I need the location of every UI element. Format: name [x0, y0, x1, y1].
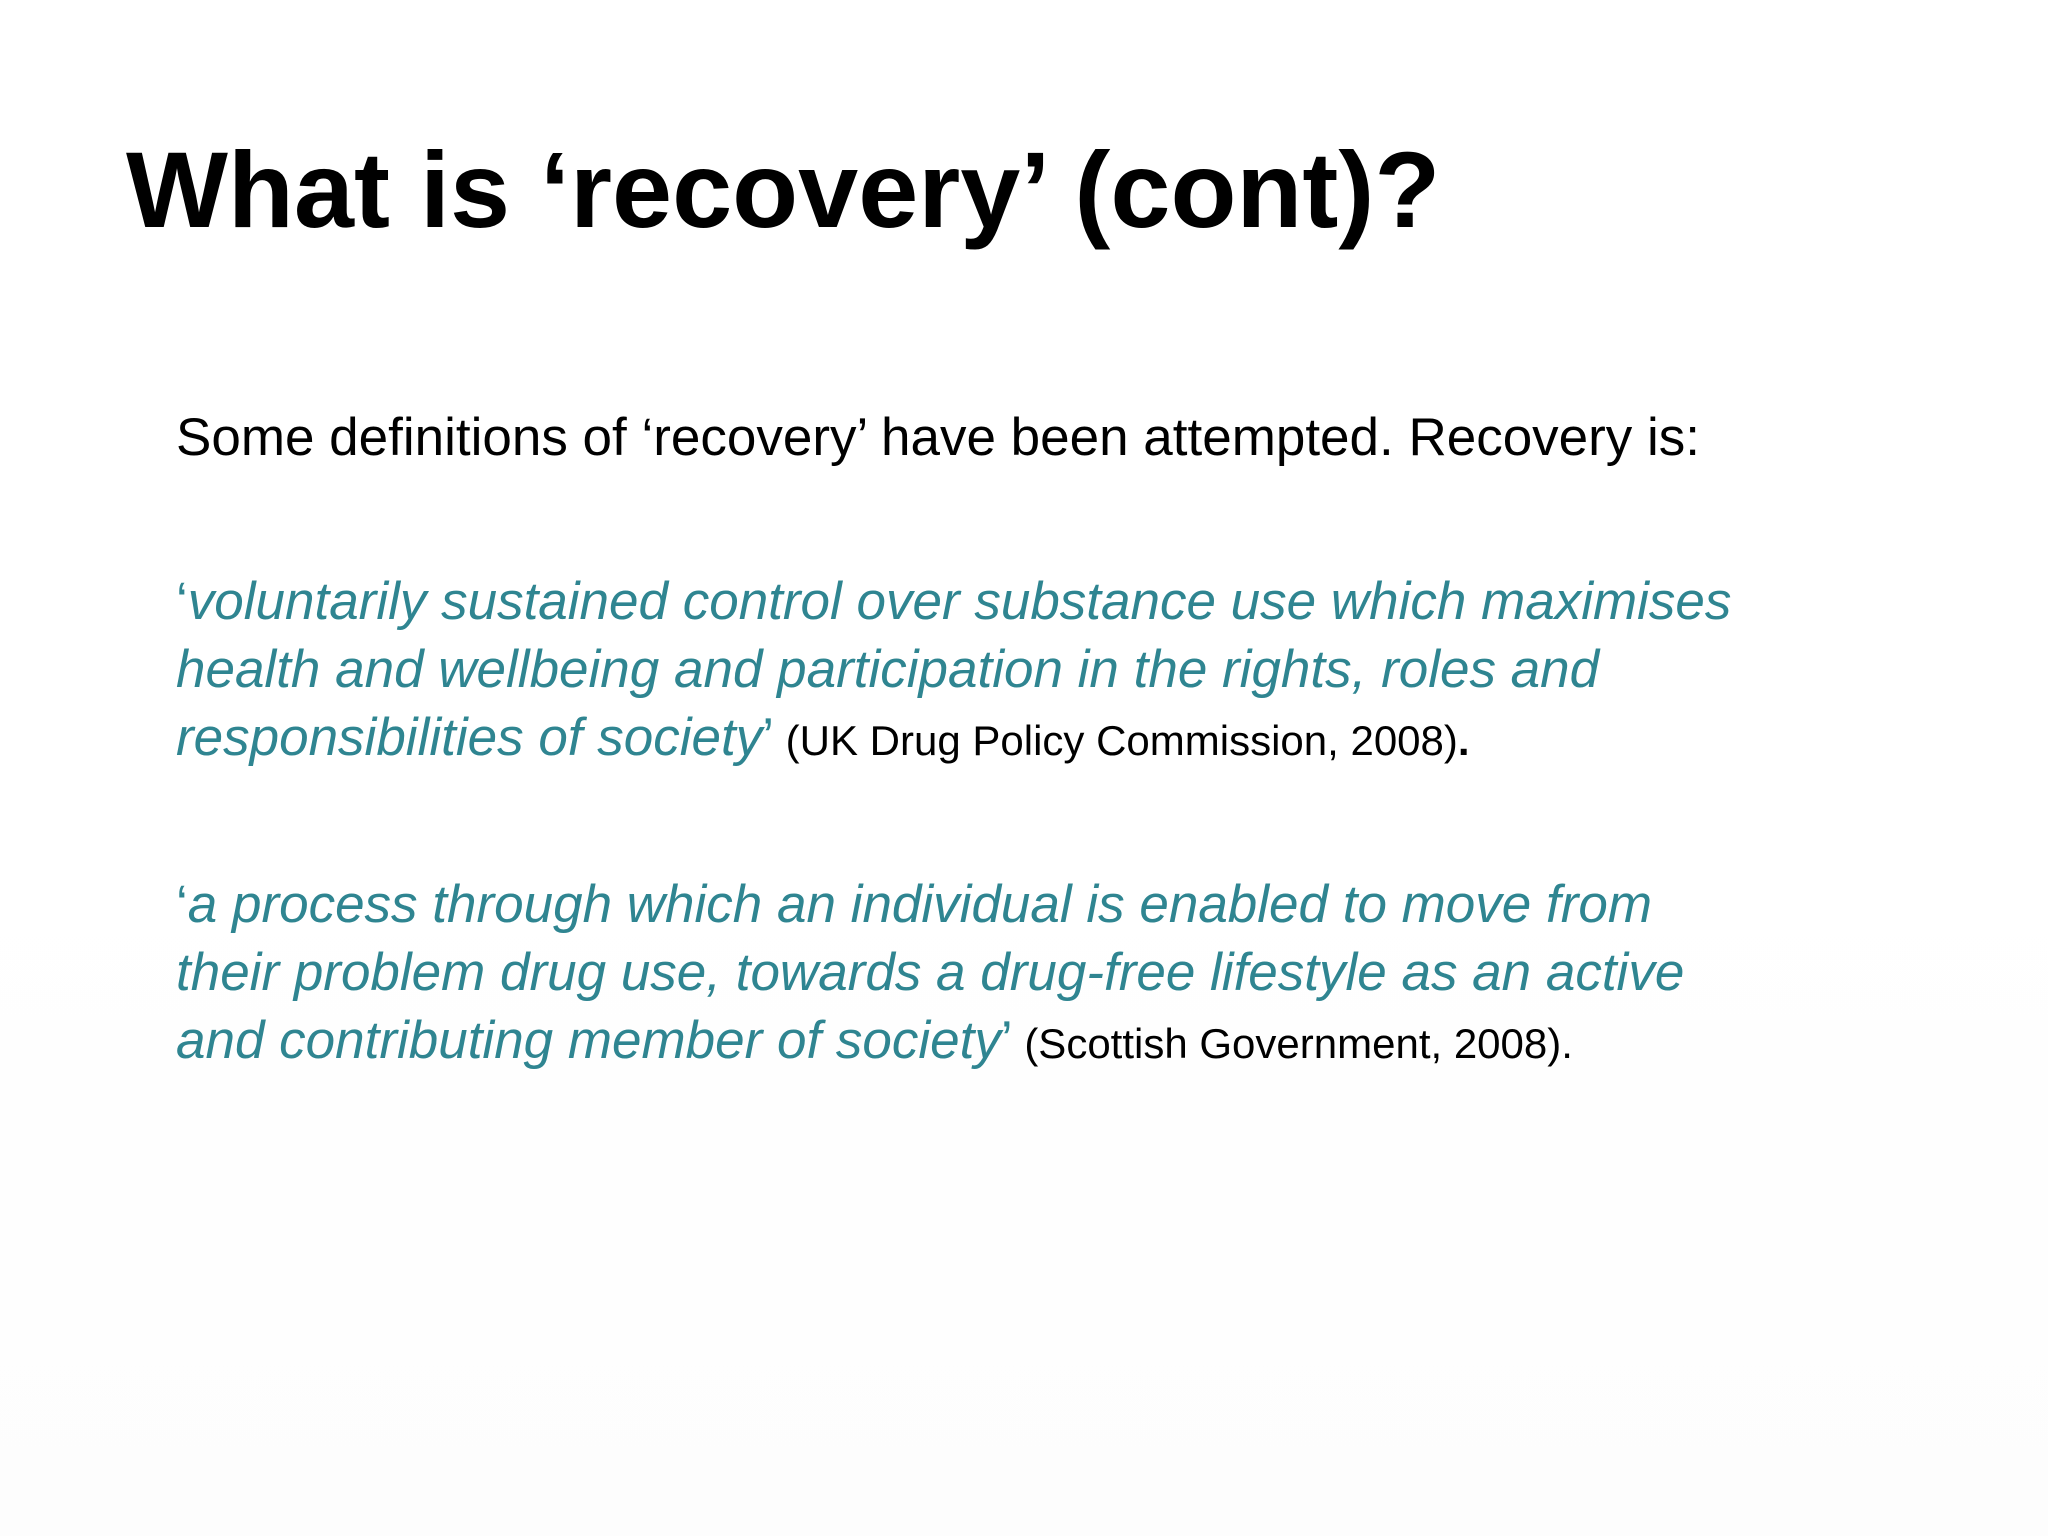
definition-scottish-government: [176, 871, 1896, 1078]
quote-line: [176, 939, 1896, 1007]
citation: (UK Drug Policy Commission, 2008): [774, 717, 1458, 764]
quote-line: [176, 704, 1896, 775]
open-quote-mark: ‘: [176, 875, 188, 934]
quote-text: and contributing member of society: [176, 1011, 1001, 1070]
quote-line: [176, 636, 1896, 704]
quote-text: voluntarily sustained control over substance use which maximises: [187, 572, 1732, 631]
quote-text: responsibilities of society: [176, 708, 763, 767]
slide-body: [176, 404, 1896, 1078]
quote-line: [176, 568, 1896, 636]
quote-line: [176, 871, 1896, 939]
quote-text: their problem drug use, towards a drug-free lifestyle as an active: [176, 943, 1685, 1002]
citation: (Scottish Government, 2008).: [1012, 1020, 1573, 1067]
definition-uk-drug-policy-commission: [176, 568, 1896, 775]
citation-period: .: [1457, 717, 1470, 764]
close-quote-mark: ’: [1000, 1011, 1013, 1070]
open-quote-mark: ‘: [176, 572, 188, 631]
quote-line: [176, 1007, 1896, 1078]
intro-text: Some definitions of ‘recovery’ have been attempted. Recovery is:: [176, 408, 1701, 467]
slide-title: What is ‘recovery’ (cont)?: [126, 129, 1441, 250]
close-quote-mark: ’: [762, 708, 774, 767]
quote-text: a process through which an individual is enabled to move from: [187, 875, 1652, 934]
quote-text: health and wellbeing and participation in the rights, roles and: [176, 640, 1600, 699]
